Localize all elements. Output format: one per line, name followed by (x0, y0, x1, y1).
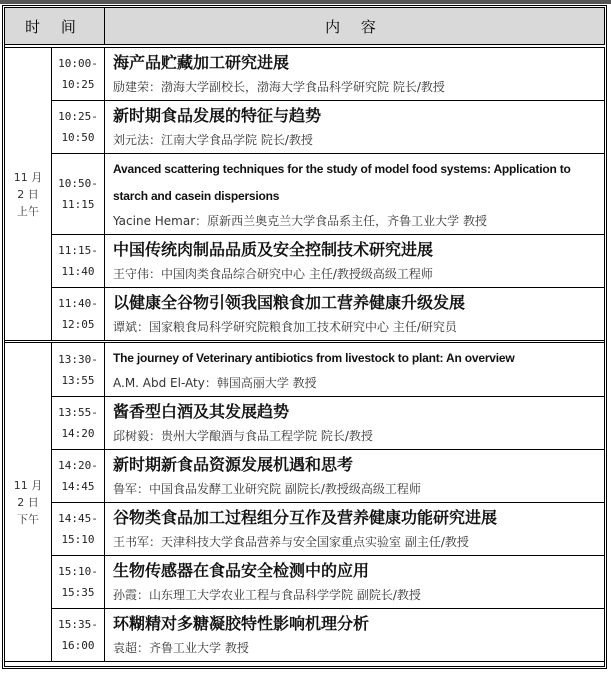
table-row (5, 503, 605, 556)
content-cell (105, 342, 605, 397)
table-row (5, 235, 605, 288)
table-row (5, 342, 605, 397)
header-time: 时 间 (5, 8, 105, 45)
time-start: 15:35- (58, 618, 98, 631)
speaker: 刘元法：江南大学食品学院 院长/教授 (113, 133, 313, 147)
time-start: 13:55- (58, 406, 98, 419)
time-cell (52, 101, 105, 154)
talk-title: 中国传统肉制品品质及安全控制技术研究进展 (113, 240, 434, 259)
time-end: 15:10 (61, 533, 95, 546)
talk-title: 环糊精对多糖凝胶特性影响机理分析 (113, 614, 370, 633)
time-cell (52, 556, 105, 609)
day-date: 2 日 (17, 187, 39, 201)
table-row (5, 48, 605, 101)
time-end: 10:25 (61, 78, 95, 91)
speaker: A.M. Abd El-Aty：韩国高丽大学 教授 (113, 376, 317, 390)
talk-title: 酱香型白酒及其发展趋势 (113, 402, 290, 421)
day-month: 11 月 (13, 478, 43, 492)
top-bar (0, 0, 611, 4)
time-cell (52, 235, 105, 288)
talk-title: 新时期新食品资源发展机遇和思考 (113, 455, 354, 474)
time-cell (52, 609, 105, 662)
content-cell (105, 397, 605, 450)
talk-title: 以健康全谷物引领我国粮食加工营养健康升级发展 (113, 293, 466, 312)
header-content: 内 容 (105, 8, 605, 45)
time-start: 11:15- (58, 244, 98, 257)
time-start: 11:40- (58, 297, 98, 310)
speaker: 王书军：天津科技大学食品营养与安全国家重点实验室 副主任/教授 (113, 535, 469, 549)
time-cell (52, 342, 105, 397)
speaker: 邱树毅：贵州大学酿酒与食品工程学院 院长/教授 (113, 429, 373, 443)
time-start: 10:25- (58, 110, 98, 123)
speaker: 孙霞：山东理工大学农业工程与食品科学学院 副院长/教授 (113, 588, 421, 602)
schedule-table (4, 7, 605, 662)
time-end: 13:55 (61, 373, 95, 387)
talk-title: 海产品贮藏加工研究进展 (113, 53, 290, 72)
content-cell (105, 48, 605, 101)
time-start: 14:20- (58, 459, 98, 472)
time-cell (52, 48, 105, 101)
time-end: 16:00 (61, 639, 95, 652)
table-row (5, 397, 605, 450)
time-start: 10:50- (58, 177, 98, 190)
time-start: 15:10- (58, 565, 98, 578)
speaker: 谭斌：国家粮食局科学研究院粮食加工技术研究中心 主任/研究员 (113, 320, 457, 334)
day-month: 11 月 (13, 170, 43, 184)
talk-title: The journey of Veterinary antibiotics from livestock to plant: An overview (113, 351, 515, 365)
content-cell (105, 235, 605, 288)
day-period: 上午 (17, 204, 39, 218)
speaker: 励建荣：渤海大学副校长，渤海大学食品科学研究院 院长/教授 (113, 80, 445, 94)
content-cell (105, 503, 605, 556)
time-cell (52, 397, 105, 450)
content-cell (105, 609, 605, 662)
speaker: 王守伟：中国肉类食品综合研究中心 主任/教授级高级工程师 (113, 267, 433, 281)
time-cell (52, 154, 105, 235)
day-cell-afternoon (5, 342, 52, 662)
time-cell (52, 503, 105, 556)
talk-title: 生物传感器在食品安全检测中的应用 (113, 561, 370, 580)
content-cell (105, 288, 605, 342)
time-end: 12:05 (61, 318, 95, 331)
table-row (5, 609, 605, 662)
content-cell (105, 101, 605, 154)
time-start: 13:30- (58, 352, 98, 366)
time-end: 11:15 (61, 198, 95, 211)
content-cell (105, 556, 605, 609)
day-period: 下午 (17, 512, 39, 526)
time-end: 11:40 (61, 265, 95, 278)
time-cell (52, 450, 105, 503)
time-end: 15:35 (61, 586, 95, 599)
time-end: 14:45 (61, 480, 95, 493)
talk-title: 谷物类食品加工过程组分互作及营养健康功能研究进展 (113, 508, 498, 527)
table-row (5, 154, 605, 235)
time-start: 10:00- (58, 57, 98, 70)
content-cell (105, 154, 605, 235)
table-row (5, 101, 605, 154)
time-start: 14:45- (58, 512, 98, 525)
speaker: 鲁军：中国食品发酵工业研究院 副院长/教授级高级工程师 (113, 482, 421, 496)
speaker: 袁超：齐鲁工业大学 教授 (113, 641, 249, 655)
talk-title: 新时期食品发展的特征与趋势 (113, 106, 322, 125)
time-end: 10:50 (61, 131, 95, 144)
talk-title: Avanced scattering techniques for the study of model food systems: Application to starch and casein dispersions (113, 162, 571, 203)
table-row (5, 450, 605, 503)
speaker: Yacine Hemar：原新西兰奥克兰大学食品系主任，齐鲁工业大学 教授 (113, 214, 487, 228)
day-cell-morning (5, 48, 52, 342)
header-row (5, 8, 605, 45)
table-row (5, 556, 605, 609)
table-row (5, 288, 605, 342)
day-date: 2 日 (17, 495, 39, 509)
time-end: 14:20 (61, 427, 95, 440)
time-cell (52, 288, 105, 342)
content-cell (105, 450, 605, 503)
